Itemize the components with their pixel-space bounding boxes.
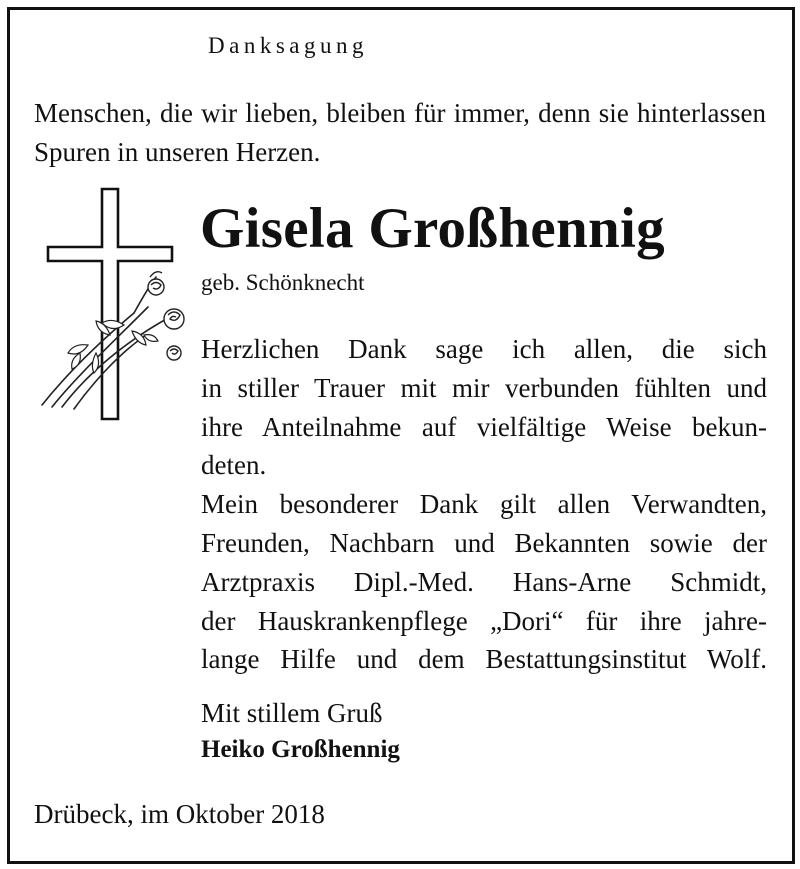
closing-greeting: Mit stillem Gruß (201, 698, 383, 728)
place-date: Drübeck, im Oktober 2018 (34, 799, 325, 829)
thanks-line: deten. (201, 450, 267, 481)
notice-heading: Danksagung (208, 33, 368, 58)
thanks-line: Mein besonderer Dank gilt allen Verwandten, (201, 489, 767, 520)
thanks-line: in stiller Trauer mit mir verbunden fühlten und (201, 372, 767, 403)
birth-name: geb. Schönknecht (201, 270, 365, 295)
thanks-line: der Hauskrankenpflege „Dori“ für ihre jahre- (201, 605, 767, 636)
thanks-line: Herzlichen Dank sage ich allen, die sich (201, 334, 767, 364)
signer-name: Heiko Großhennig (201, 736, 400, 763)
thanks-line: Arztpraxis Dipl.-Med. Hans-Arne Schmidt, (201, 566, 767, 597)
motto-text: Menschen, die wir lieben, bleiben für immer, denn sie hinterlassen Spuren in unseren Herzen. (34, 98, 766, 167)
thanks-paragraph (201, 330, 767, 679)
thanks-line: ihre Anteilnahme auf vielfältige Weise bekun- (201, 411, 767, 442)
thanks-line: Freunden, Nachbarn und Bekannten sowie der (201, 527, 767, 558)
cross-with-roses-icon (36, 185, 196, 425)
deceased-name: Gisela Großhennig (200, 197, 665, 260)
thanks-line: lange Hilfe und dem Bestattungsinstitut Wolf. (201, 644, 767, 675)
